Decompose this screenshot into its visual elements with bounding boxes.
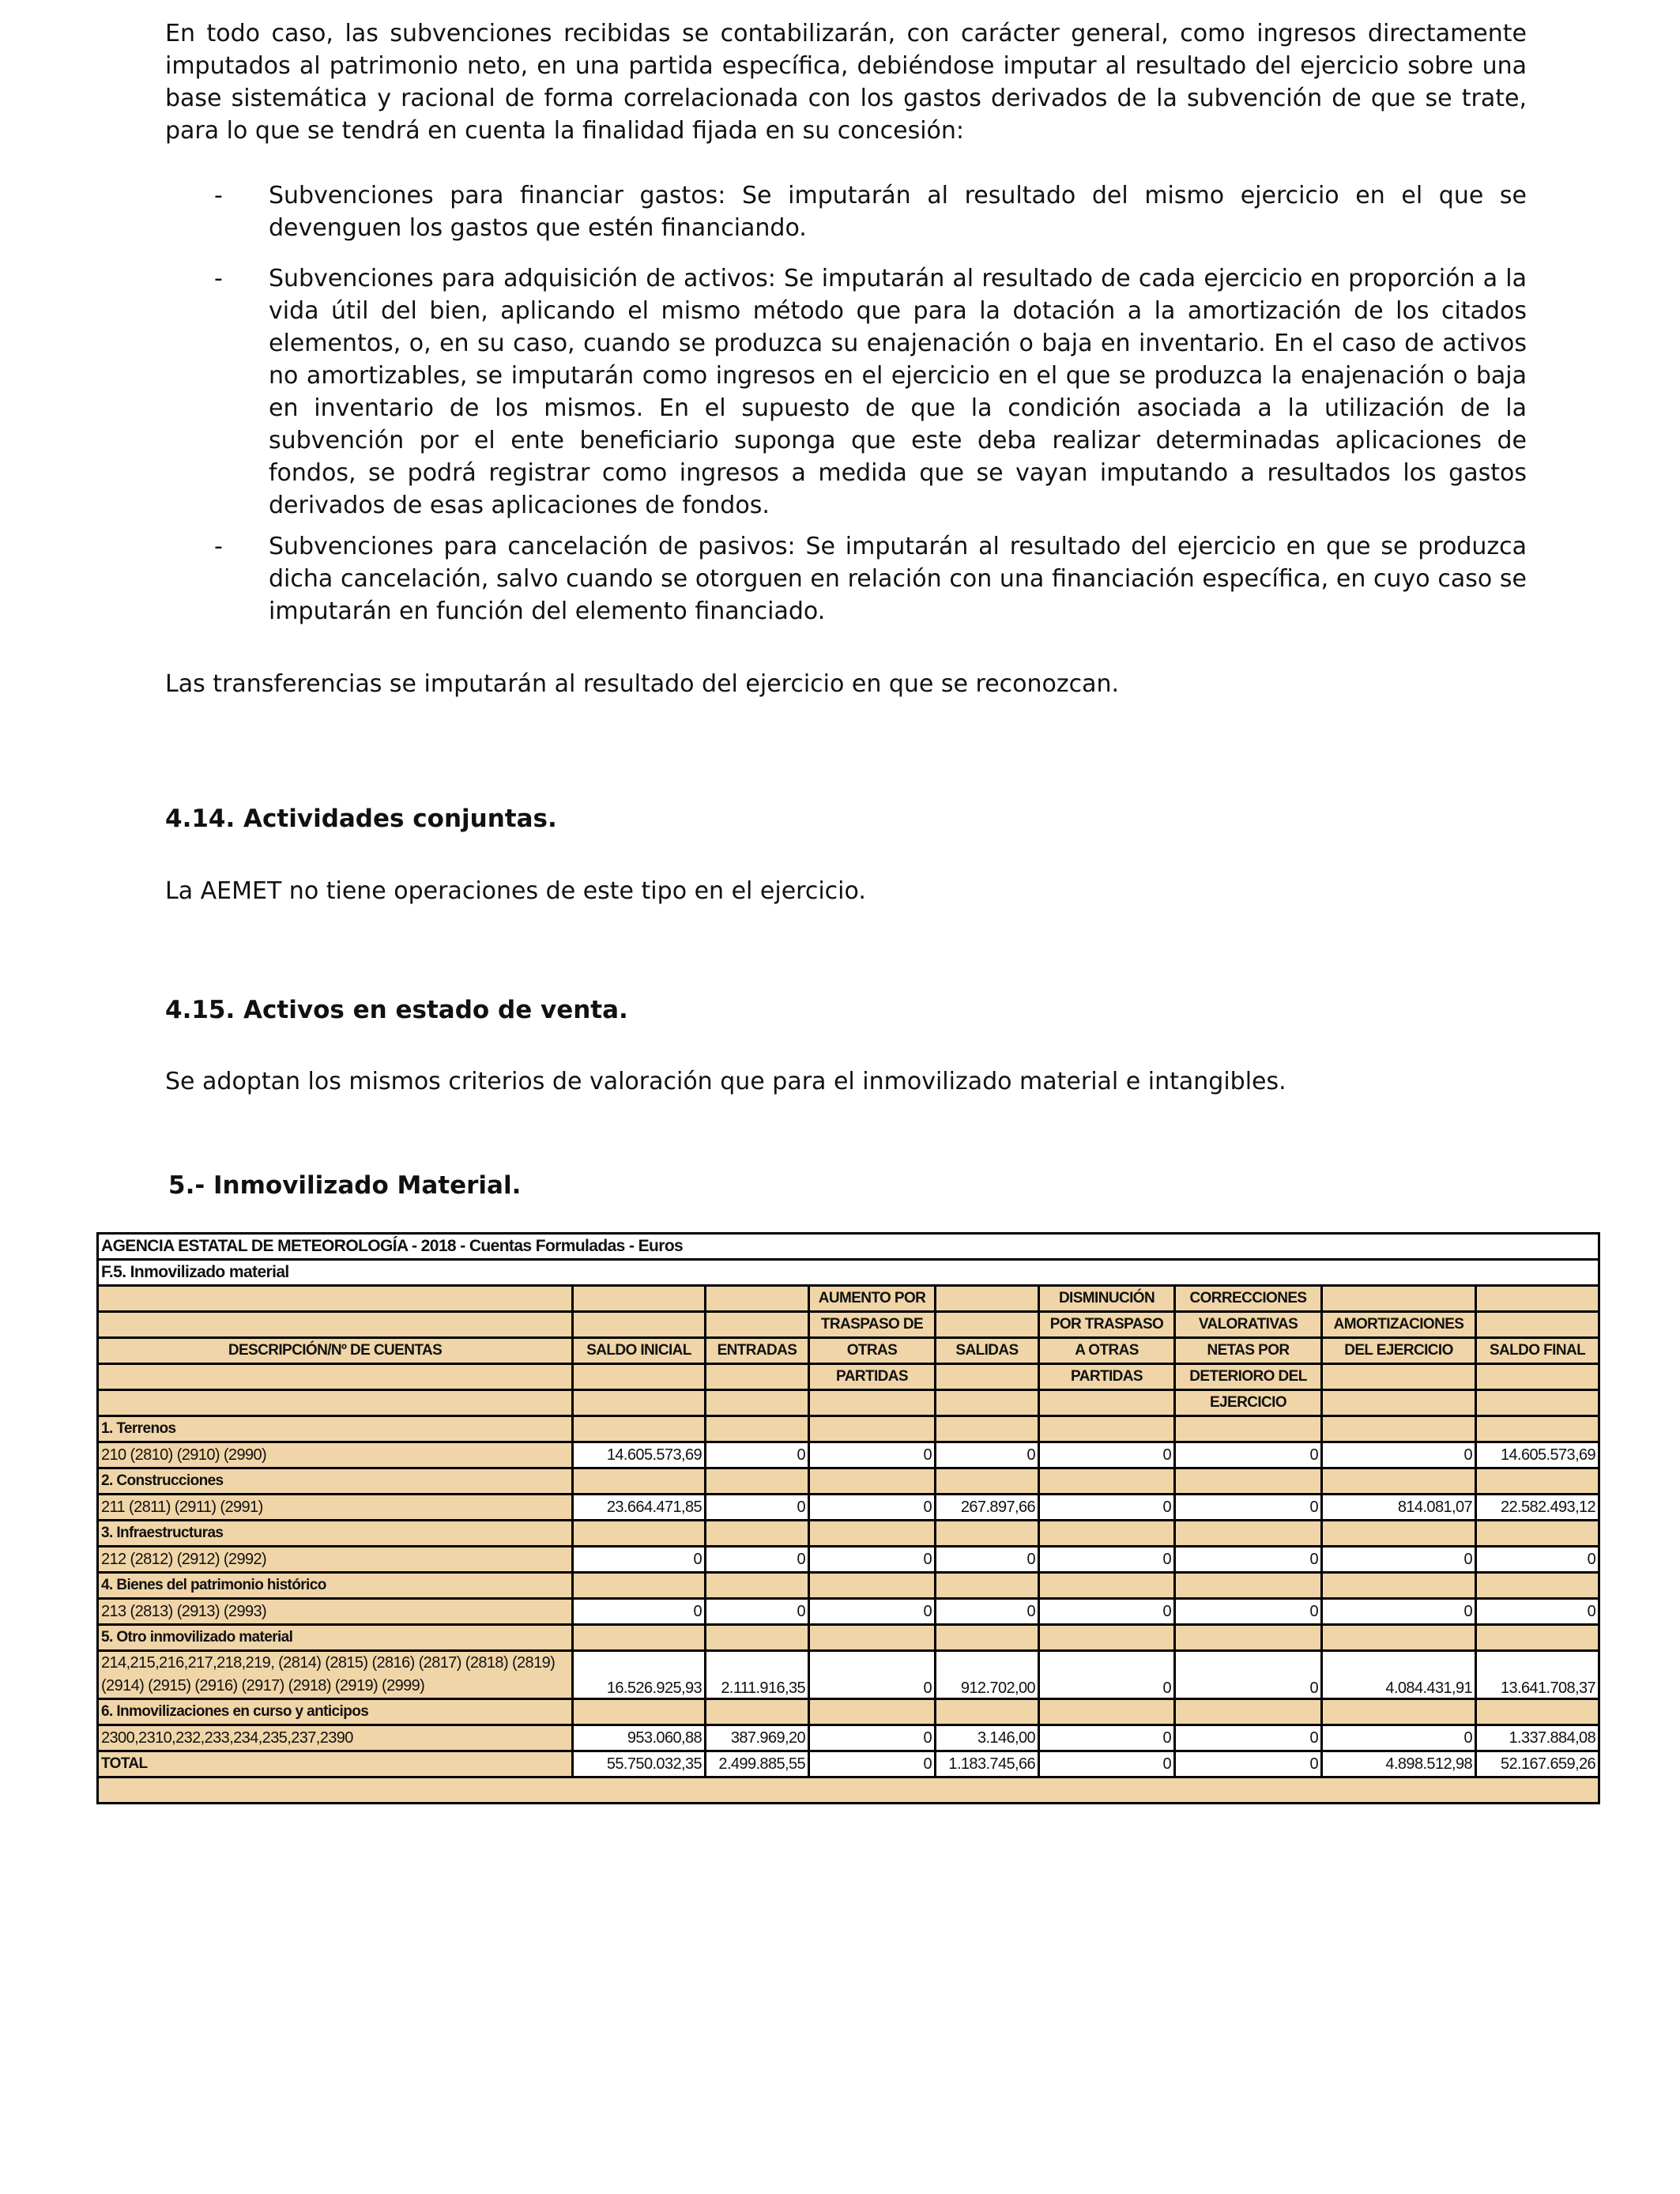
empty-cell [936,1625,1039,1651]
total-value: 0 [1175,1751,1322,1777]
bullet-text: Subvenciones para financiar gastos: Se imputarán al resultado del mismo ejercicio en el que se devenguen los gastos que estén financiando. [269,182,1527,242]
column-header: DEL EJERCICIO [1322,1338,1476,1364]
table-row [98,1442,1599,1468]
account-codes: 210 (2810) (2910) (2990) [98,1442,573,1468]
empty-cell [1175,1416,1322,1442]
empty-cell [809,1521,936,1547]
header-row [98,1286,1599,1312]
column-header [98,1312,573,1338]
empty-cell [573,1416,706,1442]
empty-cell [573,1699,706,1725]
empty-cell [809,1699,936,1725]
paragraph-4-15: Se adoptan los mismos criterios de valoración que para el inmovilizado material e intangibles. [165,1068,1286,1095]
column-header [936,1390,1039,1416]
value-cell: 0 [1322,1547,1476,1573]
value-cell: 14.605.573,69 [1476,1442,1599,1468]
empty-cell [706,1699,809,1725]
table-row [98,1599,1599,1625]
column-header [1322,1286,1476,1312]
section-row [98,1625,1599,1651]
value-cell: 0 [1322,1442,1476,1468]
value-cell: 0 [706,1599,809,1625]
value-cell: 0 [706,1495,809,1521]
table-row [98,1725,1599,1751]
value-cell: 0 [1322,1599,1476,1625]
empty-cell [1039,1625,1175,1651]
column-header: VALORATIVAS [1175,1312,1322,1338]
empty-cell [1476,1521,1599,1547]
empty-cell [1476,1416,1599,1442]
column-header [809,1390,936,1416]
column-header [706,1286,809,1312]
value-cell: 4.084.431,91 [1322,1651,1476,1699]
empty-cell [809,1416,936,1442]
value-cell: 0 [1039,1725,1175,1751]
value-cell: 0 [573,1599,706,1625]
column-header [1476,1312,1599,1338]
value-cell: 3.146,00 [936,1725,1039,1751]
column-header [1322,1390,1476,1416]
section-heading-5: 5.- Inmovilizado Material. [168,1171,522,1200]
value-cell: 0 [1322,1725,1476,1751]
value-cell: 0 [809,1599,936,1625]
total-value: 2.499.885,55 [706,1751,809,1777]
empty-cell [1175,1699,1322,1725]
empty-cell [706,1521,809,1547]
column-header: SALDO FINAL [1476,1338,1599,1364]
bullet-marker: - [214,265,223,292]
column-header: DESCRIPCIÓN/Nº DE CUENTAS [98,1338,573,1364]
empty-cell [936,1699,1039,1725]
column-header: CORRECCIONES [1175,1286,1322,1312]
empty-cell [98,1777,1599,1804]
column-header [98,1390,573,1416]
empty-cell [1476,1573,1599,1599]
empty-cell [936,1468,1039,1495]
total-value: 0 [1039,1751,1175,1777]
value-cell: 14.605.573,69 [573,1442,706,1468]
value-cell: 0 [1175,1495,1322,1521]
empty-cell [706,1573,809,1599]
total-value: 0 [809,1751,936,1777]
section-name: 2. Construcciones [98,1468,573,1495]
column-header [1476,1364,1599,1390]
bullet-item [165,262,1527,522]
empty-cell [573,1625,706,1651]
empty-cell [1322,1468,1476,1495]
value-cell: 1.337.884,08 [1476,1725,1599,1751]
column-header [573,1364,706,1390]
empty-cell [573,1573,706,1599]
empty-cell [1322,1625,1476,1651]
section-name: 4. Bienes del patrimonio histórico [98,1573,573,1599]
bullet-text: Subvenciones para cancelación de pasivos: Se imputarán al resultado del ejercicio en que se produzca dicha cancelación, salvo cuando se otorguen en relación con una financiación específica, en cuyo caso se imputarán en función del elemento financiado. [269,533,1527,625]
header-row [98,1312,1599,1338]
empty-cell [1039,1699,1175,1725]
total-value: 1.183.745,66 [936,1751,1039,1777]
section-heading-4-15: 4.15. Activos en estado de venta. [165,996,628,1024]
empty-cell [573,1521,706,1547]
column-header [573,1390,706,1416]
section-row [98,1416,1599,1442]
total-value: 55.750.032,35 [573,1751,706,1777]
total-value: 4.898.512,98 [1322,1751,1476,1777]
empty-cell [936,1416,1039,1442]
intro-paragraph: En todo caso, las subvenciones recibidas se contabilizarán, con carácter general, como ingresos directamente imputados al patrimonio neto, en una partida específica, debiéndose imputar al resultado del ejercicio sobre una base sistemática y racional de forma correlacionada con los gastos derivados de la subvención de que se trate, para lo que se tendrá en cuenta la finalidad fijada en su concesión: [165,20,1527,145]
column-header [1476,1286,1599,1312]
empty-cell [1039,1521,1175,1547]
column-header [573,1312,706,1338]
empty-cell [1476,1699,1599,1725]
value-cell: 0 [809,1547,936,1573]
section-name: 1. Terrenos [98,1416,573,1442]
column-header [1322,1364,1476,1390]
empty-cell [936,1521,1039,1547]
value-cell: 0 [936,1442,1039,1468]
bullet-marker: - [214,182,223,209]
column-header [706,1390,809,1416]
value-cell: 387.969,20 [706,1725,809,1751]
column-header [1039,1390,1175,1416]
value-cell: 0 [1476,1547,1599,1573]
value-cell: 2.111.916,35 [706,1651,809,1699]
column-header [1476,1390,1599,1416]
header-row [98,1364,1599,1390]
value-cell: 16.526.925,93 [573,1651,706,1699]
empty-cell [706,1625,809,1651]
value-cell: 0 [706,1442,809,1468]
column-header: DETERIORO DEL [1175,1364,1322,1390]
table-row [98,1651,1599,1699]
value-cell: 0 [936,1547,1039,1573]
value-cell: 0 [573,1547,706,1573]
value-cell: 0 [809,1725,936,1751]
column-header: PARTIDAS [1039,1364,1175,1390]
value-cell: 0 [1175,1651,1322,1699]
section-name: 3. Infraestructuras [98,1521,573,1547]
account-codes: 211 (2811) (2911) (2991) [98,1495,573,1521]
value-cell: 0 [1039,1547,1175,1573]
column-header [936,1312,1039,1338]
column-header: SALDO INICIAL [573,1338,706,1364]
table-subtitle: F.5. Inmovilizado material [98,1260,1599,1286]
empty-cell [1322,1521,1476,1547]
section-name: 5. Otro inmovilizado material [98,1625,573,1651]
section-name: 6. Inmovilizaciones en curso y anticipos [98,1699,573,1725]
header-row [98,1390,1599,1416]
empty-row [98,1777,1599,1804]
value-cell: 0 [936,1599,1039,1625]
empty-cell [706,1416,809,1442]
value-cell: 912.702,00 [936,1651,1039,1699]
bullet-text: Subvenciones para adquisición de activos: Se imputarán al resultado de cada ejercicio en proporción a la vida útil del bien, aplicando el mismo método que para la dotación a la amortización de los citados elementos, o, en su caso, cuando se produzca su enajenación o baja en inventario. En el caso de activos no amortizables, se imputarán como ingresos en el ejercicio en el que se produzca la enajenación o baja en inventario de los mismos. En el supuesto de que la condición asociada a la utilización de la subvención por el ente beneficiario suponga que este deba realizar determinadas aplicaciones de fondos, se podrá registrar como ingresos a medida que se vayan imputando a resultados los gastos derivados de esas aplicaciones de fondos. [269,265,1527,519]
column-header: NETAS POR [1175,1338,1322,1364]
column-header: ENTRADAS [706,1338,809,1364]
column-header: POR TRASPASO [1039,1312,1175,1338]
account-codes: 212 (2812) (2912) (2992) [98,1547,573,1573]
empty-cell [1175,1521,1322,1547]
transfers-paragraph: Las transferencias se imputarán al resultado del ejercicio en que se reconozcan. [165,670,1120,698]
empty-cell [706,1468,809,1495]
value-cell: 0 [706,1547,809,1573]
total-value: 52.167.659,26 [1476,1751,1599,1777]
column-header: PARTIDAS [809,1364,936,1390]
empty-cell [809,1573,936,1599]
empty-cell [809,1468,936,1495]
column-header [936,1364,1039,1390]
section-row [98,1573,1599,1599]
section-row [98,1521,1599,1547]
empty-cell [1476,1625,1599,1651]
empty-cell [1175,1625,1322,1651]
value-cell: 23.664.471,85 [573,1495,706,1521]
empty-cell [1322,1416,1476,1442]
section-heading-4-14: 4.14. Actividades conjuntas. [165,805,557,833]
value-cell: 13.641.708,37 [1476,1651,1599,1699]
account-codes: 213 (2813) (2913) (2993) [98,1599,573,1625]
account-codes: 214,215,216,217,218,219, (2814) (2815) (2816) (2817) (2818) (2819) (2914) (2915) (2916) (2917) (2918) (2919) (2999) [98,1651,573,1699]
value-cell: 0 [1039,1651,1175,1699]
column-header [936,1286,1039,1312]
section-row [98,1468,1599,1495]
column-header [706,1364,809,1390]
value-cell: 0 [809,1495,936,1521]
value-cell: 953.060,88 [573,1725,706,1751]
table-title: AGENCIA ESTATAL DE METEOROLOGÍA - 2018 - Cuentas Formuladas - Euros [98,1234,1599,1260]
empty-cell [1175,1468,1322,1495]
table-row [98,1495,1599,1521]
fixed-assets-table [96,1232,1600,1804]
value-cell: 0 [1175,1725,1322,1751]
empty-cell [1039,1468,1175,1495]
empty-cell [1476,1468,1599,1495]
value-cell: 267.897,66 [936,1495,1039,1521]
table-row [98,1547,1599,1573]
empty-cell [936,1573,1039,1599]
value-cell: 0 [1039,1442,1175,1468]
value-cell: 0 [1175,1442,1322,1468]
column-header [573,1286,706,1312]
total-label: TOTAL [98,1751,573,1777]
column-header [98,1286,573,1312]
total-row [98,1751,1599,1777]
column-header: DISMINUCIÓN [1039,1286,1175,1312]
section-row [98,1699,1599,1725]
value-cell: 0 [809,1442,936,1468]
empty-cell [809,1625,936,1651]
paragraph-4-14: La AEMET no tiene operaciones de este tipo en el ejercicio. [165,877,866,905]
value-cell: 0 [1175,1599,1322,1625]
bullet-marker: - [214,533,223,560]
column-header: TRASPASO DE [809,1312,936,1338]
header-row [98,1338,1599,1364]
bullet-item [165,179,1527,244]
account-codes: 2300,2310,232,233,234,235,237,2390 [98,1725,573,1751]
value-cell: 0 [1175,1547,1322,1573]
empty-cell [1039,1416,1175,1442]
value-cell: 0 [1039,1599,1175,1625]
column-header: EJERCICIO [1175,1390,1322,1416]
empty-cell [1039,1573,1175,1599]
column-header [706,1312,809,1338]
value-cell: 0 [1039,1495,1175,1521]
value-cell: 0 [809,1651,936,1699]
empty-cell [1322,1699,1476,1725]
empty-cell [1322,1573,1476,1599]
column-header: SALIDAS [936,1338,1039,1364]
column-header [98,1364,573,1390]
column-header: AMORTIZACIONES [1322,1312,1476,1338]
empty-cell [1175,1573,1322,1599]
bullet-item [165,530,1527,628]
column-header: AUMENTO POR [809,1286,936,1312]
column-header: A OTRAS [1039,1338,1175,1364]
value-cell: 22.582.493,12 [1476,1495,1599,1521]
column-header: OTRAS [809,1338,936,1364]
empty-cell [573,1468,706,1495]
value-cell: 814.081,07 [1322,1495,1476,1521]
value-cell: 0 [1476,1599,1599,1625]
